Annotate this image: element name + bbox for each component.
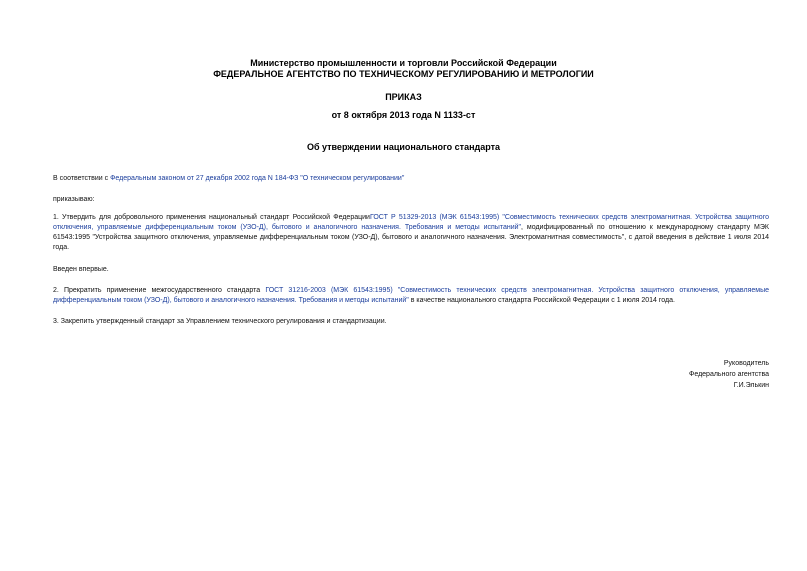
intro-prefix: В соответствии с <box>53 175 111 182</box>
paragraph-1-prefix: 1. Утвердить для добровольного применения национальный стандарт Российской Федерации <box>53 214 370 221</box>
doc-type-heading: ПРИКАЗ <box>385 92 422 102</box>
federal-law-link[interactable]: Федеральным законом от 27 декабря 2002 года N 184-ФЗ "О техническом регулировании" <box>110 175 405 182</box>
order-word: приказываю: <box>53 196 95 203</box>
intro-paragraph <box>53 174 404 184</box>
introduced-note: Введен впервые. <box>53 266 109 273</box>
signature-name: Г.И.Элькин <box>733 382 769 389</box>
signature-org: Федерального агентства <box>689 371 769 378</box>
ministry-heading: Министерство промышленности и торговли Российской Федерации <box>250 58 557 68</box>
paragraph-2-prefix: 2. Прекратить применение межгосударственного стандарта <box>53 287 266 294</box>
date-number: от 8 октября 2013 года N 1133-ст <box>331 110 476 120</box>
page-title: Об утверждении национального стандарта <box>306 142 501 152</box>
paragraph-1-suffix: , модифицированный по отношению к международному стандарту МЭК 61543:1995 "Устройства защитного отключения, управляемые дифференциальным током (УЗО-Д), бытового и аналогичного назначения. Электромагнитная совместимость", с датой введения в действие 1 июля 2014 года. <box>53 224 769 251</box>
gost-31216-link[interactable]: ГОСТ 31216-2003 (МЭК 61543:1995) "Совместимость технических средств электромагнитная. Устройства защитного отключения, управляемые дифференциальным током (УЗО-Д), бытового и аналогичного назначения. Требования и методы испытаний" <box>53 287 769 304</box>
paragraph-2-suffix: в качестве национального стандарта Российской Федерации с 1 июля 2014 года. <box>408 297 675 304</box>
signature-role: Руководитель <box>723 360 769 367</box>
paragraph-1 <box>53 213 769 253</box>
paragraph-3: 3. Закрепить утвержденный стандарт за Управлением технического регулирования и стандартизации. <box>53 318 387 325</box>
agency-heading: ФЕДЕРАЛЬНОЕ АГЕНТСТВО ПО ТЕХНИЧЕСКОМУ РЕГУЛИРОВАНИЮ И МЕТРОЛОГИИ <box>213 69 594 79</box>
gost-r-51329-link[interactable]: ГОСТ Р 51329-2013 (МЭК 61543:1995) "Совместимость технических средств электромагнитная. Устройства защитного отключения, управляемые дифференциальным током (УЗО-Д), бытового и аналогичного назначения. Требования и методы испытаний" <box>53 214 769 231</box>
paragraph-2 <box>53 286 769 306</box>
